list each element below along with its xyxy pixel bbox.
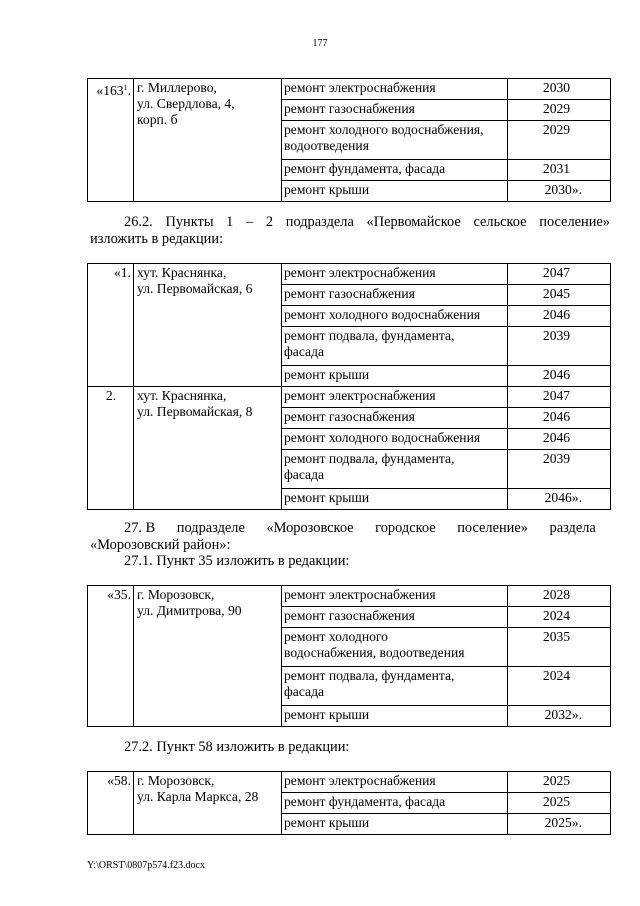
address-cell: хут. Краснянка, ул. Первомайская, 6 <box>134 264 282 387</box>
year-cell: 2046 <box>508 306 611 327</box>
year-cell: 2047 <box>508 387 611 408</box>
paragraph-26-2-line1: 26.2. Пункты 1 – 2 подраздела «Первомайское сельское поселение» <box>124 214 610 230</box>
year-cell: 2045 <box>508 285 611 306</box>
paragraph-27-line2: «Морозовский район»: <box>90 537 231 553</box>
work-cell: ремонт газоснабжения <box>282 100 508 121</box>
work-cell: ремонт электроснабжения <box>282 264 508 285</box>
address-cell: г. Морозовск, ул. Димитрова, 90 <box>134 586 282 727</box>
work-cell: ремонт крыши <box>282 489 508 510</box>
year-cell: 2024 <box>508 667 611 706</box>
work-cell: ремонт газоснабжения <box>282 285 508 306</box>
year-cell: 2046 <box>508 366 611 387</box>
table-row <box>88 586 611 607</box>
work-cell: ремонт газоснабжения <box>282 408 508 429</box>
work-cell: ремонт холодного водоснабжения, водоотведения <box>282 628 508 667</box>
table-row <box>88 79 611 100</box>
table-krasnyanka <box>87 263 611 510</box>
year-cell: 2032». <box>508 706 611 727</box>
work-cell: ремонт холодного водоснабжения <box>282 306 508 327</box>
work-cell: ремонт крыши <box>282 181 508 202</box>
item-number: «35. <box>88 586 134 727</box>
work-cell: ремонт газоснабжения <box>282 607 508 628</box>
table-millerovo <box>87 78 611 202</box>
page-number: 177 <box>312 38 328 49</box>
year-cell: 2025 <box>508 793 611 814</box>
work-cell: ремонт электроснабжения <box>282 387 508 408</box>
table-row <box>88 264 611 285</box>
year-cell: 2039 <box>508 327 611 366</box>
item-number: «1. <box>88 264 134 387</box>
paragraph-27-line1: 27. В подразделе «Морозовское городское поселение» раздела <box>124 520 596 536</box>
year-cell: 2035 <box>508 628 611 667</box>
work-cell: ремонт электроснабжения <box>282 586 508 607</box>
address-cell: г. Миллерово, ул. Свердлова, 4, корп. б <box>134 79 282 202</box>
work-cell: ремонт холодного водоснабжения <box>282 429 508 450</box>
work-cell: ремонт фундамента, фасада <box>282 160 508 181</box>
year-cell: 2028 <box>508 586 611 607</box>
item-number: «$163^1$. <box>88 79 134 202</box>
item-number: 2. <box>88 387 134 510</box>
work-cell: ремонт подвала, фундамента, фасада <box>282 667 508 706</box>
table-morozovsk-dimitrova <box>87 585 611 727</box>
year-cell: 2039 <box>508 450 611 489</box>
work-cell: ремонт холодного водоснабжения, водоотведения <box>282 121 508 160</box>
address-cell: хут. Краснянка, ул. Первомайская, 8 <box>134 387 282 510</box>
address-cell: г. Морозовск, ул. Карла Маркса, 28 <box>134 772 282 835</box>
year-cell: 2047 <box>508 264 611 285</box>
year-cell: 2025 <box>508 772 611 793</box>
work-cell: ремонт электроснабжения <box>282 79 508 100</box>
year-cell: 2046». <box>508 489 611 510</box>
paragraph-27-1: 27.1. Пункт 35 изложить в редакции: <box>124 553 350 569</box>
work-cell: ремонт крыши <box>282 366 508 387</box>
paragraph-26-2-line2: изложить в редакции: <box>90 231 224 247</box>
work-cell: ремонт крыши <box>282 706 508 727</box>
year-cell: 2046 <box>508 408 611 429</box>
year-cell: 2031 <box>508 160 611 181</box>
year-cell: 2030». <box>508 181 611 202</box>
work-cell: ремонт фундамента, фасада <box>282 793 508 814</box>
year-cell: 2029 <box>508 121 611 160</box>
year-cell: 2046 <box>508 429 611 450</box>
footer-file-path: Y:\ORST\0807p574.f23.docx <box>87 860 205 871</box>
year-cell: 2030 <box>508 79 611 100</box>
table-row <box>88 387 611 408</box>
work-cell: ремонт подвала, фундамента, фасада <box>282 327 508 366</box>
paragraph-27-2: 27.2. Пункт 58 изложить в редакции: <box>124 739 350 755</box>
table-row <box>88 772 611 793</box>
table-morozovsk-marksa <box>87 771 611 835</box>
year-cell: 2029 <box>508 100 611 121</box>
item-number: «58. <box>88 772 134 835</box>
work-cell: ремонт крыши <box>282 814 508 835</box>
work-cell: ремонт электроснабжения <box>282 772 508 793</box>
year-cell: 2024 <box>508 607 611 628</box>
year-cell: 2025». <box>508 814 611 835</box>
work-cell: ремонт подвала, фундамента, фасада <box>282 450 508 489</box>
